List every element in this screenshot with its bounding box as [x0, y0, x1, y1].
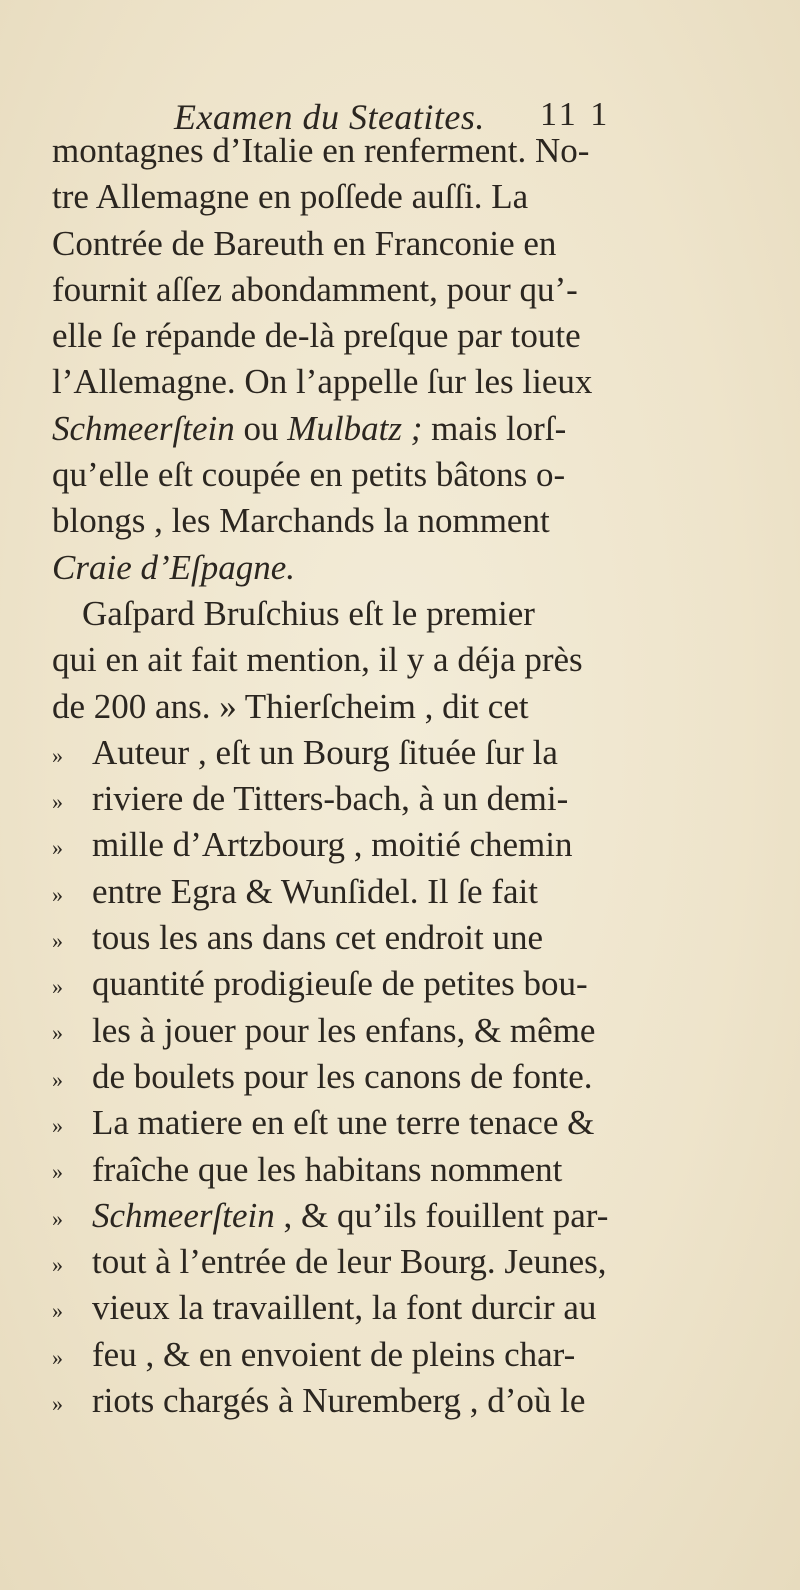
text-line [52, 498, 652, 544]
text-line [52, 591, 652, 637]
quotation-mark: » [52, 974, 63, 1000]
italic-term: Mulbatz ; [287, 408, 423, 448]
text-line [52, 1147, 652, 1193]
text-line [52, 406, 652, 452]
text-line [52, 915, 652, 961]
line-text: l’Allemagne. On l’appelle ſur les lieux [52, 362, 593, 402]
line-text: elle ſe répande de-là preſque par toute [52, 316, 581, 356]
text-line [52, 869, 652, 915]
text-line [52, 128, 652, 174]
quotation-mark: » [52, 1159, 63, 1185]
text-line [52, 221, 652, 267]
line-text: mais lorſ- [422, 408, 567, 448]
text-line [52, 545, 652, 591]
italic-term: Schmeerſtein [92, 1195, 275, 1235]
line-text: tre Allemagne en poſſede auſſi. La [52, 177, 529, 217]
quotation-mark: » [52, 742, 63, 768]
quotation-mark: » [52, 1390, 63, 1416]
line-text: feu , & en envoient de pleins char- [92, 1334, 576, 1374]
line-text: fournit aſſez abondamment, pour qu’- [52, 269, 578, 309]
line-text: entre Egra & Wunſidel. Il ſe fait [92, 871, 538, 911]
line-text: Contrée de Bareuth en Franconie en [52, 223, 557, 263]
line-text: ou [234, 408, 288, 448]
line-text: La matiere en eſt une terre tenace & [92, 1103, 595, 1143]
line-text: de 200 ans. » Thierſcheim , dit cet [52, 686, 529, 726]
quotation-mark: » [52, 1066, 63, 1092]
text-line [52, 1239, 652, 1285]
text-line [52, 452, 652, 498]
text-line [52, 1054, 652, 1100]
italic-term: Schmeerſtein [52, 408, 235, 448]
line-text: les à jouer pour les enfans, & même [92, 1010, 596, 1050]
text-line [52, 776, 652, 822]
quotation-mark: » [52, 788, 63, 814]
text-line [52, 1378, 652, 1424]
quotation-mark: » [52, 1344, 63, 1370]
text-line [52, 822, 652, 868]
text-line [52, 267, 652, 313]
body-text [52, 128, 652, 1424]
text-line [52, 1008, 652, 1054]
line-text: quantité prodigieuſe de petites bou- [92, 964, 588, 1004]
line-text: vieux la travaillent, la font durcir au [92, 1288, 597, 1328]
text-line [52, 961, 652, 1007]
quotation-mark: » [52, 835, 63, 861]
line-text: Craie d’Eſpagne. [52, 547, 296, 587]
quotation-mark: » [52, 1205, 63, 1231]
line-text: qu’elle eſt coupée en petits bâtons o- [52, 455, 566, 495]
line-text: montagnes d’Italie en renferment. No- [52, 131, 590, 170]
text-line [52, 1100, 652, 1146]
quotation-mark: » [52, 1251, 63, 1277]
quotation-mark: » [52, 1113, 63, 1139]
line-text: tout à l’entrée de leur Bourg. Jeunes, [92, 1242, 607, 1282]
text-line [52, 1285, 652, 1331]
text-line [52, 1193, 652, 1239]
quotation-mark: » [52, 927, 63, 953]
quotation-mark: » [52, 1020, 63, 1046]
text-line [52, 730, 652, 776]
line-text: , & qu’ils fouillent par- [274, 1195, 609, 1235]
quotation-mark: » [52, 1298, 63, 1324]
text-line [52, 684, 652, 730]
text-line [52, 1332, 652, 1378]
running-title: Examen du Steatites. [174, 97, 485, 137]
line-text: riots chargés à Nuremberg , d’où le [92, 1381, 586, 1421]
line-text: mille d’Artzbourg , moitié chemin [92, 825, 573, 865]
line-text: fraîche que les habitans nomment [92, 1149, 563, 1189]
line-text: blongs , les Marchands la nomment [52, 501, 550, 541]
line-text: qui en ait fait mention, il y a déja près [52, 640, 583, 680]
line-text: tous les ans dans cet endroit une [92, 918, 544, 958]
line-text: de boulets pour les canons de fonte. [92, 1056, 593, 1096]
text-line [52, 359, 652, 405]
line-text: Auteur , eſt un Bourg ſituée ſur la [92, 732, 558, 772]
quotation-mark: » [52, 881, 63, 907]
text-line [52, 313, 652, 359]
line-text: riviere de Titters-bach, à un demi- [92, 779, 569, 819]
text-line [52, 174, 652, 220]
page-number: 11 1 [540, 96, 611, 133]
line-text: Gaſpard Bruſchius eſt le premier [82, 593, 535, 633]
text-line [52, 637, 652, 683]
